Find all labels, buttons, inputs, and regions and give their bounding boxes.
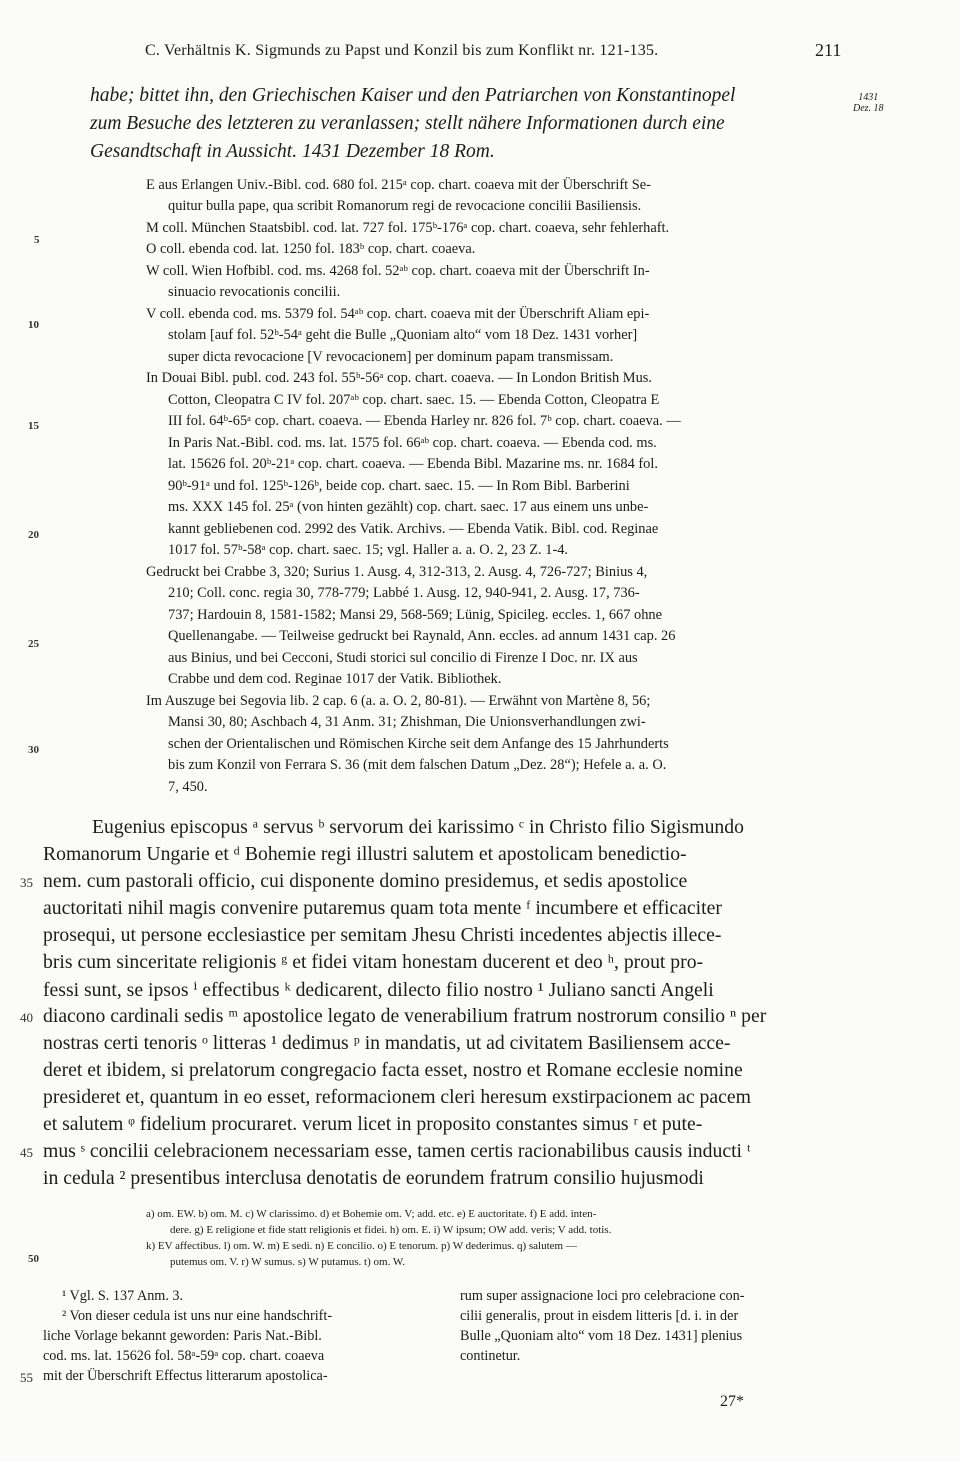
footnote-line: cilii generalis, prout in eisdem litteris [d. i. in der (460, 1308, 739, 1324)
footnote-line: rum super assignacione loci pro celebracione con- (460, 1288, 745, 1304)
source-line: M coll. München Staatsbibl. cod. lat. 727 fol. 175ᵇ-176ᵃ cop. chart. coaeva, sehr fehlerhaft. (146, 220, 670, 236)
source-line: Gedruckt bei Crabbe 3, 320; Surius 1. Ausg. 4, 312-313, 2. Ausg. 4, 726-727; Binius 4, (146, 564, 648, 580)
letter-line: nostras certi tenoris ᵒ litteras ¹ dedimus ᵖ in mandatis, ut ad civitatem Basiliensem acce- (43, 1032, 731, 1054)
line-number: 45 (20, 1145, 33, 1160)
line-number: 50 (28, 1253, 39, 1265)
source-line: stolam [auf fol. 52ᵇ-54ᵃ geht die Bulle „Quoniam alto“ vom 18 Dez. 1431 vorher] (168, 327, 638, 343)
source-line: 210; Coll. conc. regia 30, 778-779; Labbé 1. Ausg. 12, 940-941, 2. Ausg. 17, 736- (168, 585, 640, 601)
line-number: 40 (20, 1010, 33, 1025)
letter-line: Romanorum Ungarie et ᵈ Bohemie regi illustri salutem et apostolicam benedictio- (43, 843, 687, 865)
letter-line: et salutem ᵠ fidelium procuraret. verum licet in proposito constantes simus ʳ et pute- (43, 1113, 703, 1135)
letter-line: prosequi, ut persone ecclesiastice per semitam Jhesu Christi incedentes abjectis illece- (43, 924, 722, 946)
apparatus-line: k) EV affectibus. l) om. W. m) E sedi. n) E concilio. o) E tenorum. p) W dederimus. q) salutem — (146, 1240, 577, 1252)
footnote-line: Bulle „Quoniam alto“ vom 18 Dez. 1431] plenius (460, 1328, 743, 1344)
footnote-line: continetur. (460, 1348, 521, 1364)
source-line: aus Binius, und bei Cecconi, Studi storici sul concilio di Firenze I Doc. nr. IX aus (168, 650, 638, 666)
page-number: 211 (815, 40, 842, 60)
apparatus-line: dere. g) E religione et fide statt religionis et fidei. h) om. E. i) W ipsum; OW add. veris; V add. totis. (170, 1224, 612, 1236)
source-line: E aus Erlangen Univ.-Bibl. cod. 680 fol. 215ᵃ cop. chart. coaeva mit der Überschrift Se- (146, 177, 651, 193)
footnote-line: cod. ms. lat. 15626 fol. 58ᵃ-59ᵃ cop. chart. coaeva (43, 1348, 325, 1364)
margin-date-year: 1431 (858, 92, 879, 103)
line-number: 20 (28, 529, 39, 541)
summary-line: zum Besuche des letzteren zu veranlassen; stellt nähere Informationen durch eine (90, 113, 725, 134)
letter-line: fessi sunt, se ipsos ⁱ effectibus ᵏ dedicarent, dilecto filio nostro ¹ Juliano sancti Angeli (43, 979, 714, 1001)
source-line: O coll. ebenda cod. lat. 1250 fol. 183ᵇ cop. chart. coaeva. (146, 241, 476, 257)
running-header: C. Verhältnis K. Sigmunds zu Papst und Konzil bis zum Konflikt nr. 121-135. (145, 42, 659, 59)
source-line: sinuacio revocationis concilii. (168, 284, 341, 300)
source-line: quitur bulla pape, qua scribit Romanorum regi de revocacione concilii Basiliensis. (168, 198, 642, 214)
signature-mark: 27* (720, 1393, 744, 1410)
source-line: 7, 450. (168, 779, 208, 795)
source-line: 1017 fol. 57ᵇ-58ᵃ cop. chart. saec. 15; vgl. Haller a. a. O. 2, 23 Z. 1-4. (168, 542, 569, 558)
letter-line: auctoritati nihil magis convenire putaremus quam tota mente ᶠ incumbere et efficaciter (43, 897, 722, 919)
letter-line: presideret et, quantum in eo esset, reformacionem cleri heresum exstirpacionem ac pacem (43, 1086, 751, 1108)
line-number: 15 (28, 420, 39, 432)
line-number: 10 (28, 319, 39, 331)
source-line: Cotton, Cleopatra C IV fol. 207ᵃᵇ cop. chart. saec. 15. — Ebenda Cotton, Cleopatra E (168, 392, 660, 408)
source-line: In Douai Bibl. publ. cod. 243 fol. 55ᵇ-56ᵃ cop. chart. coaeva. — In London British Mus. (146, 370, 652, 386)
source-line: Mansi 30, 80; Aschbach 4, 31 Anm. 31; Zhishman, Die Unionsverhandlungen zwi- (168, 714, 646, 730)
footnote-line: ² Von dieser cedula ist uns nur eine handschrift- (62, 1308, 333, 1324)
letter-line: Eugenius episcopus ᵃ servus ᵇ servorum dei karissimo ᶜ in Christo filio Sigismundo (92, 816, 744, 838)
line-number: 55 (20, 1370, 33, 1385)
margin-date-day: Dez. 18 (853, 103, 884, 114)
source-line: schen der Orientalischen und Römischen Kirche seit dem Anfange des 15 Jahrhunderts (168, 736, 669, 752)
footnote-line: liche Vorlage bekannt geworden: Paris Nat.-Bibl. (43, 1328, 322, 1344)
margin-date (853, 92, 884, 114)
source-line: III fol. 64ᵇ-65ᵃ cop. chart. coaeva. — Ebenda Harley nr. 826 fol. 7ᵇ cop. chart. coaeva. — (168, 413, 681, 429)
letter-line: nem. cum pastorali officio, cui disponente domino presidemus, et sedis apostolice (43, 870, 688, 892)
footnote-line: mit der Überschrift Effectus litterarum apostolica- (43, 1368, 328, 1384)
letter-line: mus ˢ concilii celebracionem necessariam esse, tamen certis racionabilibus causis inducti ᵗ (43, 1140, 751, 1162)
line-number: 30 (28, 744, 39, 756)
source-line: V coll. ebenda cod. ms. 5379 fol. 54ᵃᵇ cop. chart. coaeva mit der Überschrift Aliam epi- (146, 306, 650, 322)
letter-line: diacono cardinali sedis ᵐ apostolice legato de venerabilium fratrum nostrorum consilio ⁿ per (43, 1005, 767, 1027)
footnote-line: ¹ Vgl. S. 137 Anm. 3. (62, 1288, 184, 1304)
line-number: 25 (28, 638, 39, 650)
letter-line: in cedula ² presentibus interclusa denotatis de eorundem fratrum consilio hujusmodi (43, 1167, 704, 1189)
source-line: lat. 15626 fol. 20ᵇ-21ᵃ cop. chart. coaeva. — Ebenda Bibl. Mazarine ms. nr. 1684 fol. (168, 456, 658, 472)
source-line: ms. XXX 145 fol. 25ᵃ (von hinten gezählt) cop. chart. saec. 17 aus einem uns unbe- (168, 499, 649, 515)
source-line: kannt gebliebenen cod. 2992 des Vatik. Archivs. — Ebenda Vatik. Bibl. cod. Reginae (168, 521, 659, 537)
line-number: 5 (34, 234, 40, 246)
source-line: Quellenangabe. — Teilweise gedruckt bei Raynald, Ann. eccles. ad annum 1431 cap. 26 (168, 628, 676, 644)
letter-line: deret et ibidem, si prelatorum congregacio facta esset, nostro et Romane ecclesie nomine (43, 1059, 743, 1081)
source-line: super dicta revocacione [V revocacionem] per dominum papam transmissam. (168, 349, 614, 365)
source-line: W coll. Wien Hofbibl. cod. ms. 4268 fol. 52ᵃᵇ cop. chart. coaeva mit der Überschrift In- (146, 263, 650, 279)
source-line: Im Auszuge bei Segovia lib. 2 cap. 6 (a. a. O. 2, 80-81). — Erwähnt von Martène 8, 56; (146, 693, 651, 709)
line-number: 35 (20, 875, 33, 890)
summary-line: Gesandtschaft in Aussicht. 1431 Dezember 18 Rom. (90, 141, 495, 162)
apparatus-line: putemus om. V. r) W sumus. s) W putamus. t) om. W. (170, 1256, 405, 1268)
source-line: In Paris Nat.-Bibl. cod. ms. lat. 1575 fol. 66ᵃᵇ cop. chart. coaeva. — Ebenda cod. ms. (168, 435, 657, 451)
source-line: 90ᵇ-91ᵃ und fol. 125ᵇ-126ᵇ, beide cop. chart. saec. 15. — In Rom Bibl. Barberini (168, 478, 630, 494)
letter-line: bris cum sinceritate religionis ᵍ et fidei vitam honestam ducerent et deo ʰ, prout pro- (43, 951, 704, 973)
source-line: Crabbe und dem cod. Reginae 1017 der Vatik. Bibliothek. (168, 671, 502, 687)
apparatus-line: a) om. EW. b) om. M. c) W clarissimo. d) et Bohemie om. V; add. etc. e) E auctoritate. f) E add. inten- (146, 1208, 597, 1220)
source-line: 737; Hardouin 8, 1581-1582; Mansi 29, 568-569; Lünig, Spicileg. eccles. 1, 667 ohne (168, 607, 663, 623)
source-line: bis zum Konzil von Ferrara S. 36 (mit dem falschen Datum „Dez. 28“); Hefele a. a. O. (168, 757, 667, 773)
summary-line: habe; bittet ihn, den Griechischen Kaiser und den Patriarchen von Konstantinopel (90, 85, 736, 106)
